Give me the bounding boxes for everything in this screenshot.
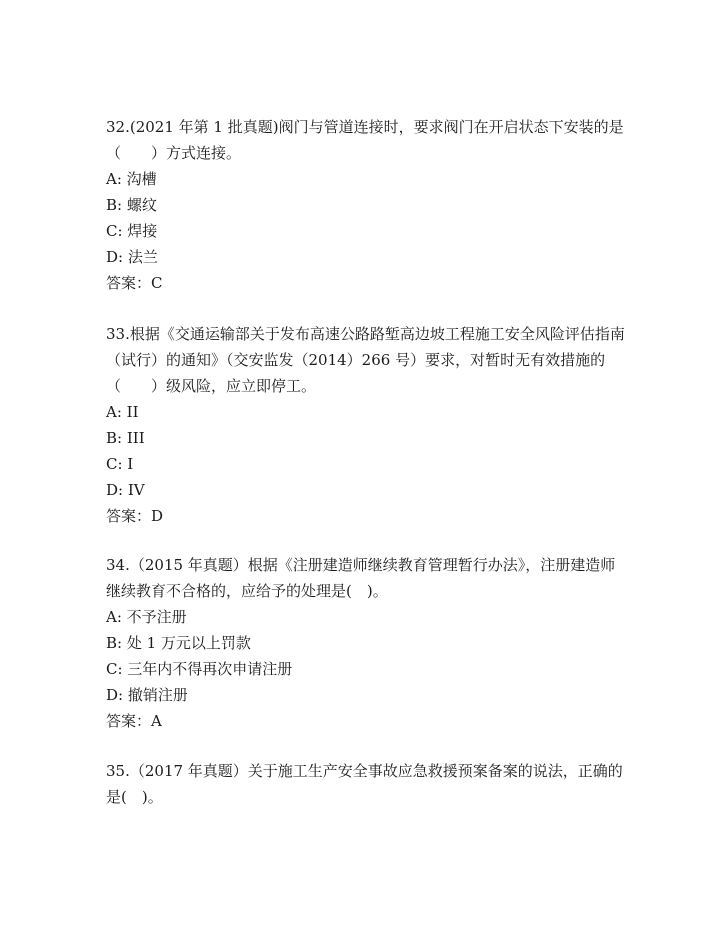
question-stem: 35.（2017 年真题）关于施工生产安全事故应急救援预案备案的说法，正确的是( )。 (106, 762, 623, 806)
option-d: D: 撤销注册 (106, 686, 188, 704)
option-d: D: 法兰 (106, 248, 158, 266)
option-a: A: II (106, 403, 139, 421)
answer: 答案：C (106, 274, 163, 292)
question-stem: 32.(2021 年第 1 批真题)阀门与管道连接时，要求阀门在开启状态下安装的是（ ）方式连接。 (106, 118, 624, 162)
option-c: C: 三年内不得再次申请注册 (106, 660, 293, 678)
question-stem: 34.（2015 年真题）根据《注册建造师继续教育管理暂行办法》，注册建造师继续教育不合格的，应给予的处理是( )。 (106, 556, 616, 600)
question-33 (106, 321, 626, 529)
option-b: B: III (106, 429, 145, 447)
option-d: D: IV (106, 481, 145, 499)
option-a: A: 沟槽 (106, 170, 157, 188)
option-c: C: I (106, 455, 134, 473)
option-a: A: 不予注册 (106, 608, 187, 626)
option-b: B: 处 1 万元以上罚款 (106, 634, 251, 652)
question-32 (106, 114, 626, 296)
option-b: B: 螺纹 (106, 196, 157, 214)
option-c: C: 焊接 (106, 222, 158, 240)
question-35 (106, 758, 626, 810)
question-stem: 33.根据《交通运输部关于发布高速公路路堑高边坡工程施工安全风险评估指南（试行）的通知》（交安监发（2014）266 号）要求，对暂时无有效措施的（ ）级风险，应立即停工。 (106, 325, 625, 395)
answer: 答案：A (106, 712, 162, 730)
question-34 (106, 552, 626, 734)
answer: 答案：D (106, 507, 164, 525)
